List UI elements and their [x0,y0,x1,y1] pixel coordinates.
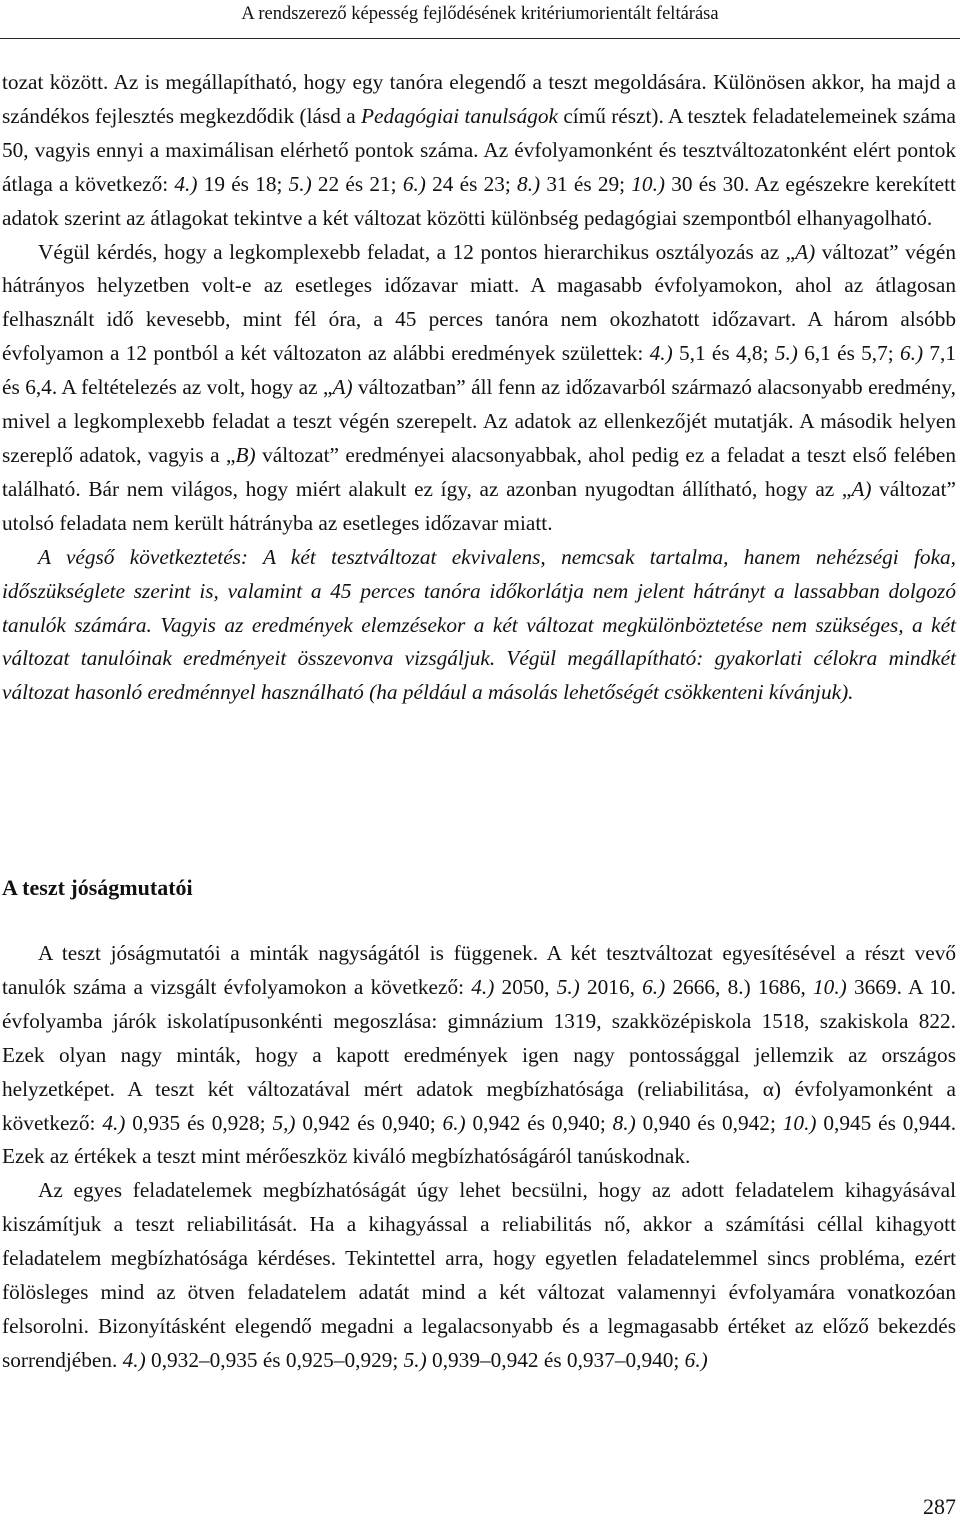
italic-text-run: 5.) [774,341,798,366]
italic-text-run: 5,) [272,1110,296,1135]
text-run: 0,935 és 0,928; [125,1110,273,1135]
text-run: változat” utolsó feladata nem került hátrányba az esetleges időzavar miatt. [2,476,956,535]
paragraph [2,541,956,711]
page-number: 287 [923,1494,956,1519]
text-run: 22 és 21; [311,171,403,196]
italic-text-run: 6.) [642,974,666,999]
section-heading: A teszt jóságmutatói [2,875,193,900]
text-run: 0,942 és 0,940; [465,1110,613,1135]
paragraph [2,66,956,236]
italic-text-run: 10.) [813,974,847,999]
italic-text-run: 5.) [403,1347,427,1372]
italic-text-run: Pedagógiai tanulságok [361,103,558,128]
italic-text-run: 8.) [517,171,541,196]
italic-text-run: 10.) [782,1110,817,1135]
italic-text-run: 8.) [612,1110,636,1135]
italic-text-run: 6.) [684,1347,708,1372]
text-run: 6,1 és 5,7; [797,341,900,366]
text-run: 30 és 30. Az egészekre kerekített adatok szerint az átlagokat tekintve a két változat közötti különbség pedagógiai szempontból elhanyagolható. [2,171,956,230]
italic-text-run: 5.) [556,974,580,999]
italic-text-run: 10.) [631,171,665,196]
italic-text-run: A) [332,375,353,400]
italic-text-run: B) [235,442,256,467]
body-text-block-2 [2,937,956,1378]
running-header: A rendszerező képesség fejlődésének kritériumorientált feltárása [241,4,719,24]
text-run: változatban” áll fenn az időzavarból származó alacsonyabb eredmény, mivel a legkomplexebb feladat a teszt végén szerepelt. Az adatok az ellenkezőjét mutatják. A második helyen szereplő adatok, vagyis a „ [2,375,957,467]
text-run: 3669. A 10. évfolyamba járók iskolatípusonkénti megoszlása: gimnázium 1319, szakközépiskola 1518, szakiskola 822. Ezek olyan nagy minták, hogy a kapott eredmények igen nagy pontossággal jellemzik az országos helyzetképet. A teszt két változatával mért adatok megbízhatósága (reliabilitása, α) évfolyamonként a következő: [2,974,956,1135]
italic-text-run: 4.) [122,1347,146,1372]
text-run: tozat között. Az is megállapítható, hogy egy tanóra elegendő a teszt megoldására. Különösen akkor, ha majd a szándékos fejlesztés megkezdődik (lásd a [2,70,956,128]
body-text-block-1 [2,66,956,710]
text-run: 24 és 23; [425,171,518,196]
text-run: 2050, [494,974,557,999]
italic-text-run: 6.) [442,1110,466,1135]
italic-text-run: 5.) [288,171,312,196]
paragraph [2,236,956,541]
paragraph [2,937,956,1174]
text-run: A teszt jóságmutatói a minták nagyságától is függenek. A két tesztváltozat egyesítésével a részt vevő tanulók száma a vizsgált évfolyamokon a következő: [2,941,956,999]
text-run: 0,945 és 0,944. Ezek az értékek a teszt mint mérőeszköz kiváló megbízhatóságáról tanúskodnak. [2,1110,957,1169]
text-run: 31 és 29; [540,171,632,196]
text-run: című részt). A tesztek feladatelemeinek száma 50, vagyis ennyi a maximálisan elérhető pontok száma. Az évfolyamonként és tesztváltozatonként elért pontok átlaga a következő: [2,103,956,196]
italic-text-run: A) [851,476,872,501]
italic-text-run: 4.) [649,341,673,366]
text-run: 0,939–0,942 és 0,937–0,940; [426,1347,685,1372]
text-run: 0,942 és 0,940; [295,1110,443,1135]
italic-text-run: 4.) [102,1110,126,1135]
text-run: Végül kérdés, hogy a legkomplexebb feladat, a 12 pontos hierarchikus osztályozás az „ [38,239,796,264]
text-run: 0,932–0,935 és 0,925–0,929; [145,1347,404,1372]
text-run: 2016, [579,974,643,999]
italic-text-run: 6.) [900,341,924,366]
paragraph [2,1174,956,1377]
header-divider [0,38,960,39]
italic-text-run: 4.) [471,974,495,999]
text-run: 19 és 18; [197,171,289,196]
italic-text-run: 4.) [174,171,198,196]
text-run: 5,1 és 4,8; [672,341,775,366]
italic-text-run: 6.) [402,171,426,196]
text-run: változat” eredményei alacsonyabbak, ahol pedig ez a feladat a teszt első felében található. Bár nem világos, hogy miért alakult ez így, az azonban nyugodtan állítható, hogy az „ [2,442,957,501]
text-run: Az egyes feladatelemek megbízhatóságát úgy lehet becsülni, hogy az adott feladatelem kihagyásával kiszámítjuk a teszt reliabilitását. Ha a kihagyással a reliabilitás nő, akkor a számítási céllal kihagyott feladatelem megbízhatósága kérdéses. Tekintettel arra, hogy egyetlen feladatelemmel sincs probléma, ezért fölösleges mind az ötven feladatelem adatát mind a két változat valamennyi évfolyamára vonatkozóan felsorolni. Bizonyításként elegendő megadni a legalacsonyabb és a legmagasabb értéket az előző bekezdés sorrendjében. [2,1178,956,1372]
italic-text-run: A végső következtetés: A két tesztváltozat ekvivalens, nemcsak tartalma, hanem nehézségi foka, időszükséglete szerint is, valamint a 45 perces tanóra időkorlátja nem jelent hátrányt a lassabban dolgozó tanulók számára. Vagyis az eredmények elemzésekor a két változat megkülönböztetése nem szükséges, a két változat tanulóinak eredményeit összevonva vizsgáljuk. Végül megállapítható: gyakorlati célokra mindkét változat hasonló eredménnyel használható (ha például a másolás lehetőségét csökkenteni kívánjuk). [2,544,956,705]
text-run: 2666, 8.) 1686, [665,974,814,999]
text-run: változat” végén hátrányos helyzetben volt-e az esetleges időzavar miatt. A magasabb évfolyamokon, ahol az átlagosan felhasznált idő kevesebb, mint fél óra, a 45 perces tanóra nem okozhatott időzavart. A három alsóbb évfolyamon a 12 pontból a két változaton az alábbi eredmények születtek: [2,239,956,366]
italic-text-run: A) [795,239,816,264]
text-run: 0,940 és 0,942; [635,1110,783,1135]
text-run: 7,1 és 6,4. A feltételezés az volt, hogy az „ [2,341,956,400]
